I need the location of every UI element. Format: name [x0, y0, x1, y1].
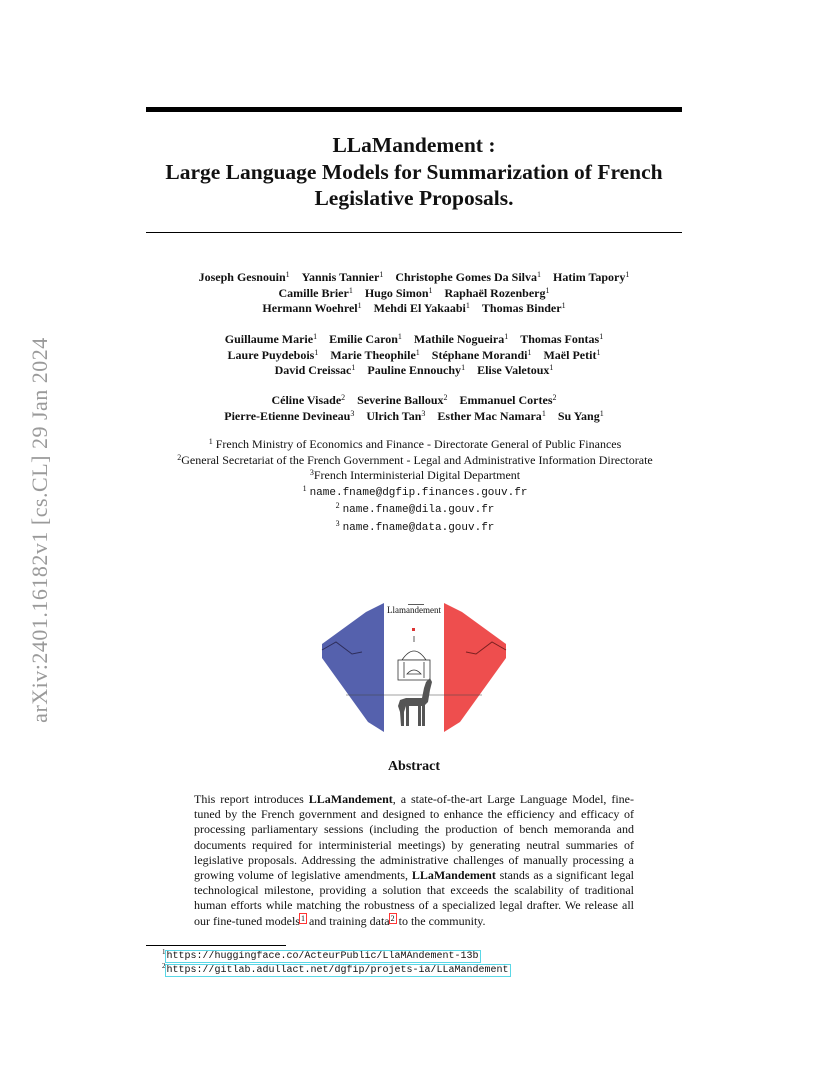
logo-label: Llamandement: [387, 605, 441, 615]
author-name: Su Yang$^1$: [557, 408, 604, 423]
affiliations: [120, 437, 710, 536]
footnote-2: $^2$https://gitlab.adullact.net/dgfip/projets-ia/LLaMandement: [162, 962, 509, 976]
author-name: Thomas Fontas$^1$: [520, 332, 604, 346]
email-3: $^3$ name.fname@data.gouv.fr: [335, 518, 495, 534]
author-name: Yannis Tannier$^1$: [301, 270, 384, 284]
author-name: Emilie Caron$^1$: [329, 332, 402, 346]
author-name: Christophe Gomes Da Silva$^1$: [395, 270, 542, 284]
title-bottom-rule: [146, 232, 682, 233]
affiliation-1: $^1$ French Ministry of Economics and Finance - Directorate General of Public Finances: [208, 437, 622, 451]
author-line: [146, 393, 682, 409]
author-name: Severine Balloux$^2$: [357, 393, 448, 407]
author-name: Hatim Tapory$^1$: [553, 270, 630, 284]
author-line: [146, 348, 682, 364]
author-name: Mehdi El Yakaabi$^1$: [373, 301, 470, 315]
author-line: [146, 363, 682, 379]
author-line: [146, 332, 682, 348]
author-name: Esther Mac Namara$^1$: [437, 408, 546, 423]
arxiv-sidebar: [20, 300, 60, 760]
footnote-ref-1[interactable]: 1: [300, 913, 305, 923]
author-name: Stéphane Morandi$^1$: [431, 347, 532, 362]
author-name: David Creissac$^1$: [274, 363, 356, 377]
email-2: $^2$ name.fname@dila.gouv.fr: [335, 501, 495, 516]
footnote-1: $^1$https://huggingface.co/ActeurPublic/LlaMAndement-13b: [162, 948, 479, 962]
author-name: Pauline Ennouchy$^1$: [367, 363, 466, 377]
author-name: Céline Visade$^2$: [271, 393, 346, 407]
abstract-body: This report introduces LLaMandement, a state-of-the-art Large Language Model, fine-tuned by the French government and designed to enhance the efficiency and efficacy of processing parliamentary sessions (including the production of bench memoranda and documents required for interministerial meetings) by generating neutral summaries of legislative proposals. Addressing the administrative challenges of manually processing a growing volume of legislative amendments, LLaMandement stands as a significant legal technological milestone, providing a solution that exceeds the scalability of traditional human efforts while matching the robustness of a specialized legal drafter. We release all our fine-tuned models$^1$ and training data$^2$ to the community.: [194, 792, 634, 928]
author-group-2: [146, 332, 682, 379]
arxiv-identifier: arXiv:2401.16182v1 [cs.CL] 29 Jan 2024: [27, 337, 52, 723]
title-top-rule: [146, 107, 682, 112]
author-name: Elise Valetoux$^1$: [477, 363, 554, 377]
author-name: Pierre-Etienne Devineau$^3$: [224, 408, 355, 423]
llamandement-logo: [318, 598, 510, 733]
author-name: Thomas Binder$^1$: [481, 301, 566, 315]
author-name: Guillaume Marie$^1$: [224, 332, 318, 346]
author-name: Maël Petit$^1$: [543, 347, 601, 362]
author-name: Laure Puydebois$^1$: [227, 347, 319, 362]
footnote-rule: [146, 945, 286, 946]
footnote-link-2[interactable]: https://gitlab.adullact.net/dgfip/projets-ia/LLaMandement: [166, 965, 509, 976]
model-name: LLaMandement: [411, 868, 496, 883]
author-name: Hermann Woehrel$^1$: [262, 301, 362, 315]
abstract-heading: Abstract: [387, 759, 441, 774]
logo-red-wing: [444, 603, 506, 732]
author-line: [146, 301, 682, 317]
model-name: LLaMandement: [308, 792, 393, 806]
author-name: Mathile Nogueira$^1$: [413, 332, 509, 346]
author-name: Emmanuel Cortes$^2$: [459, 393, 557, 407]
affiliation-2: $^2$General Secretariat of the French Government - Legal and Administrative Information Directorate: [177, 452, 653, 467]
author-name: Marie Theophile$^1$: [330, 347, 420, 362]
author-name: Joseph Gesnouin$^1$: [198, 270, 290, 284]
logo-graphic: [318, 598, 510, 733]
author-line: [146, 270, 682, 286]
author-group-1: [146, 270, 682, 317]
author-line: [146, 286, 682, 302]
author-group-3: [146, 393, 682, 424]
title-line-3: Legislative Proposals.: [314, 186, 514, 210]
affiliation-3: $^3$French Interministerial Digital Department: [309, 468, 521, 482]
logo-blue-wing: [322, 603, 384, 732]
title-line-1: LLaMandement :: [332, 133, 496, 157]
author-name: Hugo Simon$^1$: [364, 285, 433, 300]
title-line-2: Large Language Models for Summarization of French: [165, 159, 663, 184]
author-line: [146, 409, 682, 425]
author-name: Ulrich Tan$^3$: [366, 408, 426, 423]
author-name: Camille Brier$^1$: [278, 285, 353, 300]
email-1: $^1$ name.fname@dgfip.finances.gouv.fr: [302, 483, 528, 499]
footnote-ref-2[interactable]: 2: [390, 913, 395, 923]
author-name: Raphaël Rozenberg$^1$: [444, 285, 550, 300]
footnote-link-1[interactable]: https://huggingface.co/ActeurPublic/LlaMAndement-13b: [166, 951, 479, 962]
paper-title: [146, 132, 682, 212]
